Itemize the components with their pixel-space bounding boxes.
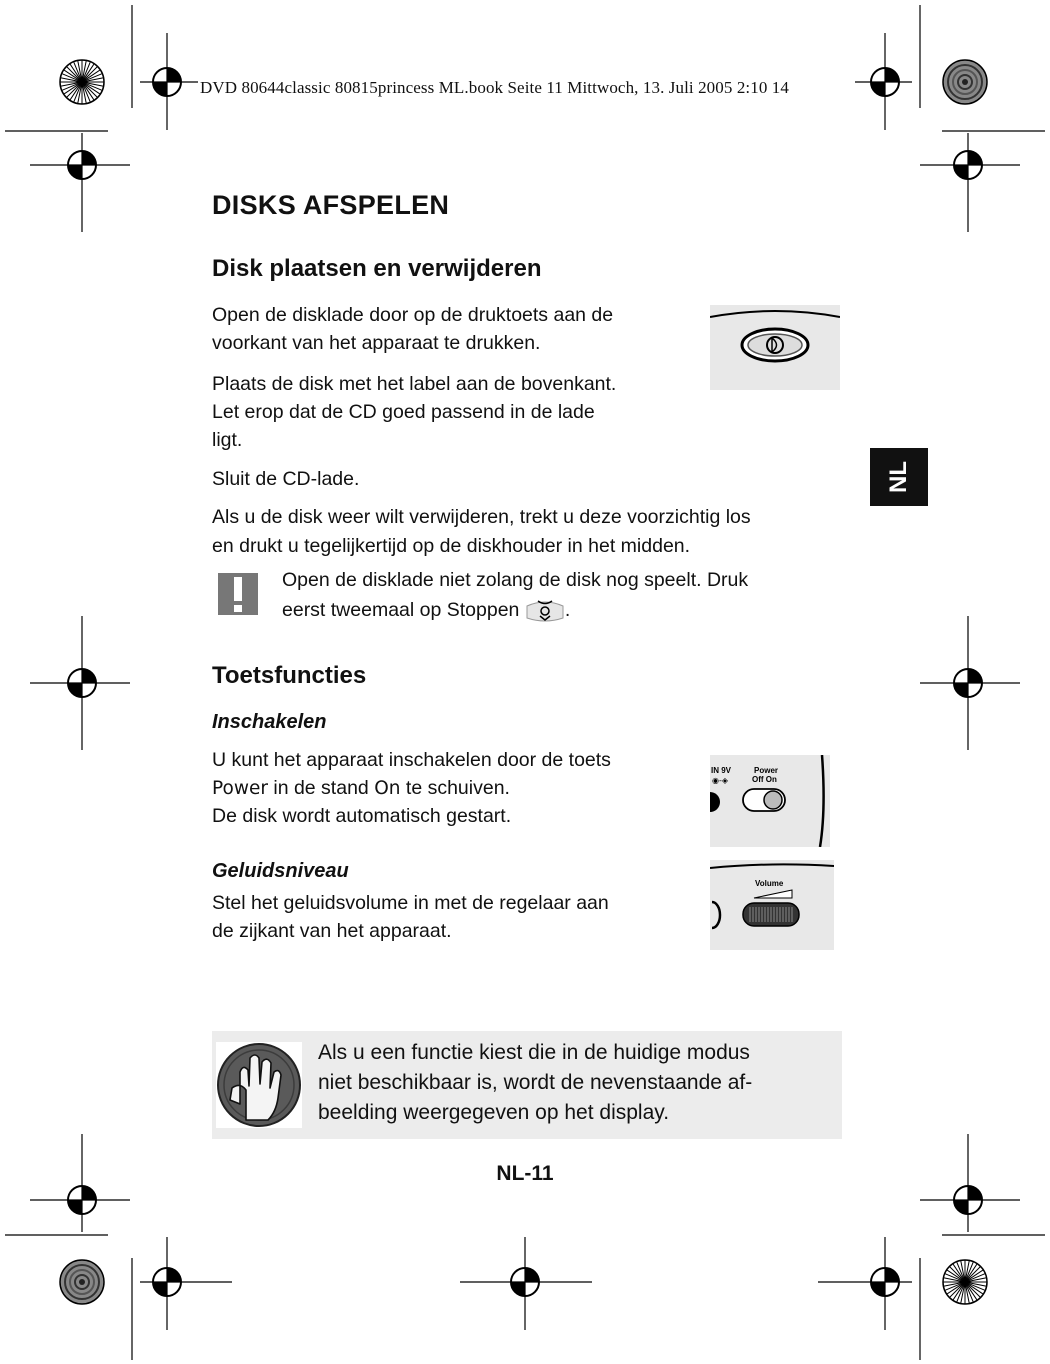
disk-line-6: Sluit de CD-lade. — [212, 468, 360, 490]
volume-wheel-illustration — [710, 860, 834, 950]
section-heading-disk: Disk plaatsen en verwijderen — [212, 255, 542, 282]
power-illus-in-label: IN 9V — [711, 766, 732, 775]
disk-line-7: Als u de disk weer wilt verwijderen, trekt u deze voorzichtig los — [212, 506, 751, 528]
disk-line-5: ligt. — [212, 429, 243, 451]
power-line-3: De disk wordt automatisch gestart. — [212, 805, 512, 827]
tip-line-2: niet beschikbaar is, wordt de nevenstaande af- — [318, 1071, 753, 1094]
power-line-2-b: in de stand — [267, 777, 375, 799]
warning-line-2-text: eerst tweemaal op Stoppen — [282, 599, 520, 621]
eject-button-illustration — [710, 305, 840, 390]
disk-line-4: Let erop dat de CD goed passend in de lade — [212, 401, 595, 423]
volume-line-2: de zijkant van het apparaat. — [212, 920, 452, 942]
warning-line-2-end: . — [564, 599, 571, 621]
stop-button-icon — [525, 596, 565, 622]
power-line-2 — [212, 775, 510, 802]
power-illus-power-label: Power — [754, 766, 779, 775]
page-number: NL-11 — [496, 1162, 554, 1185]
volume-illus-label: Volume — [755, 879, 784, 888]
power-line-2-d: te schuiven. — [400, 777, 510, 799]
warning-line-1: Open de disklade niet zolang de disk nog speelt. Druk — [282, 569, 749, 591]
subheading-volume: Geluidsniveau — [212, 860, 349, 882]
power-line-1: U kunt het apparaat inschakelen door de toets — [212, 749, 611, 771]
disk-line-1: Open de disklade door op de druktoets aan de — [212, 304, 614, 326]
power-illus-offon-label: Off On — [752, 775, 777, 784]
language-tab — [870, 448, 928, 506]
volume-line-1: Stel het geluidsvolume in met de regelaar aan — [212, 892, 609, 914]
stop-hand-icon — [216, 1042, 302, 1128]
page-title: DISKS AFSPELEN — [212, 190, 450, 220]
disk-line-2: voorkant van het apparaat te drukken. — [212, 332, 541, 354]
subheading-power: Inschakelen — [212, 711, 327, 733]
tip-line-3: beelding weergegeven op het display. — [318, 1101, 670, 1124]
power-switch-illustration — [710, 755, 830, 847]
warning-icon — [218, 573, 258, 615]
svg-text:◉-◈: ◉-◈ — [712, 776, 729, 785]
print-header: DVD 80644classic 80815princess ML.book Seite 11 Mittwoch, 13. Juli 2005 2:10 14 — [200, 78, 790, 97]
disk-line-3: Plaats de disk met het label aan de bovenkant. — [212, 373, 617, 395]
tip-line-1: Als u een functie kiest die in de huidige modus — [318, 1041, 750, 1064]
power-key-name: Power — [212, 778, 268, 799]
disk-line-8: en drukt u tegelijkertijd op de diskhouder in het midden. — [212, 535, 691, 557]
section-heading-keys: Toetsfuncties — [212, 662, 367, 689]
warning-line-2 — [282, 596, 570, 623]
language-tab-label: NL — [885, 461, 912, 493]
power-on-name: On — [374, 778, 401, 799]
